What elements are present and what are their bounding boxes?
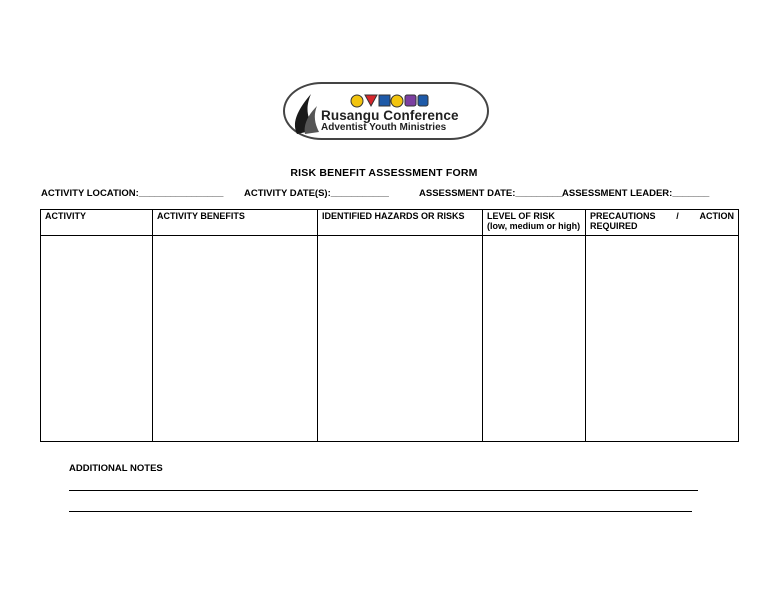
- cell-activity[interactable]: [41, 236, 153, 442]
- badge-emblem-icon: [418, 95, 428, 106]
- activity-location-field[interactable]: ACTIVITY LOCATION:________________: [41, 188, 224, 199]
- badge-shield-icon: [405, 95, 416, 106]
- cell-hazards[interactable]: [318, 236, 483, 442]
- badge-circle-icon: [391, 95, 403, 107]
- table-header-row: [41, 210, 739, 236]
- conference-logo: [283, 82, 489, 140]
- header-action-word: ACTION: [699, 211, 734, 221]
- notes-line-2[interactable]: [69, 511, 692, 512]
- header-hazards: IDENTIFIED HAZARDS OR RISKS: [318, 210, 483, 236]
- header-risk-level: [483, 210, 586, 236]
- badge-pathfinder-icon: [351, 95, 363, 107]
- cell-precautions[interactable]: [586, 236, 739, 442]
- assessment-leader-field[interactable]: ASSESSMENT LEADER:_______: [562, 188, 710, 199]
- header-risk-level-hint: (low, medium or high): [487, 221, 581, 231]
- logo-title: Rusangu Conference: [321, 108, 459, 123]
- cell-benefits[interactable]: [153, 236, 318, 442]
- notes-line-1[interactable]: [69, 490, 698, 491]
- cell-risk-level[interactable]: [483, 236, 586, 442]
- badge-triangle-icon: [365, 95, 377, 106]
- header-activity: ACTIVITY: [41, 210, 153, 236]
- assessment-date-field[interactable]: ASSESSMENT DATE:_________: [419, 188, 563, 199]
- header-required-word: REQUIRED: [590, 221, 638, 231]
- additional-notes-label: ADDITIONAL NOTES: [69, 463, 163, 474]
- header-precautions-word: PRECAUTIONS: [590, 211, 656, 221]
- header-precautions-slash: /: [676, 211, 679, 221]
- header-precautions: [586, 210, 739, 236]
- activity-dates-field[interactable]: ACTIVITY DATE(S):___________: [244, 188, 389, 199]
- form-title: RISK BENEFIT ASSESSMENT FORM: [290, 167, 478, 179]
- header-precautions-line: [590, 211, 734, 221]
- logo-subtitle: Adventist Youth Ministries: [321, 122, 447, 133]
- table-row: [41, 236, 739, 442]
- header-risk-level-label: LEVEL OF RISK: [487, 211, 555, 221]
- risk-assessment-table: [40, 209, 739, 442]
- header-activity-benefits: ACTIVITY BENEFITS: [153, 210, 318, 236]
- badge-square-icon: [379, 95, 390, 106]
